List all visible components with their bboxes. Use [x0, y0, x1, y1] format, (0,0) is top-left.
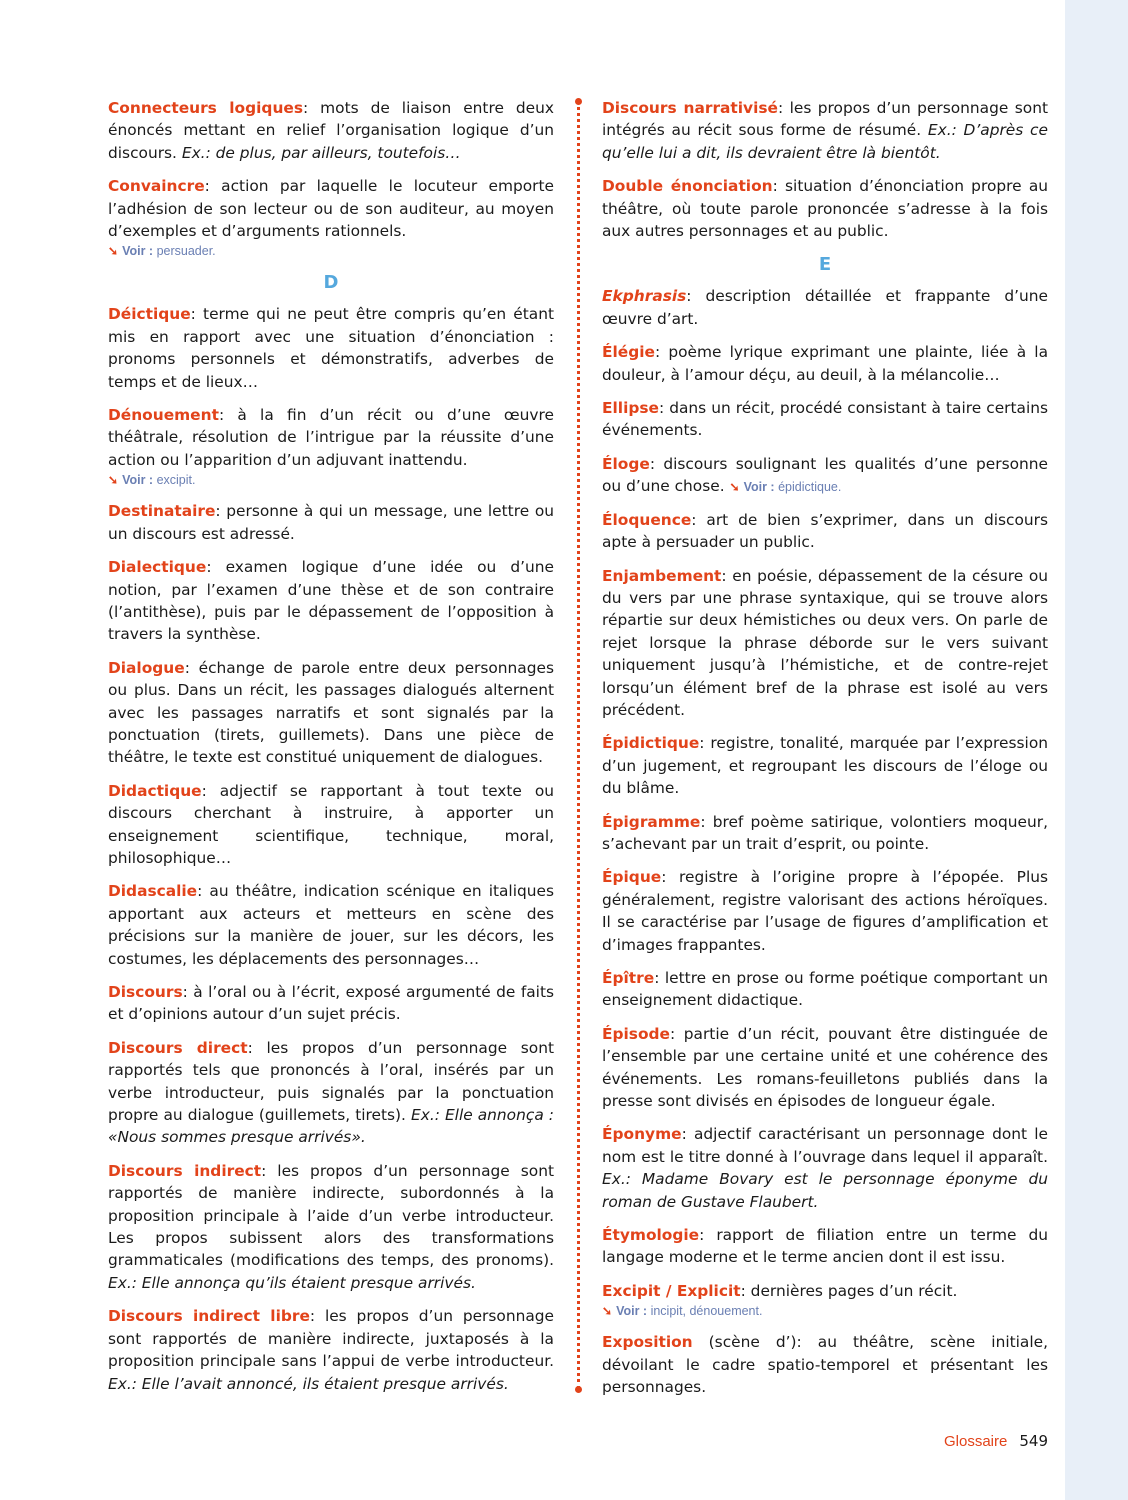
entry-example: Ex.: de plus, par ailleurs, toutefois… [181, 143, 461, 162]
entry-term: Dénouement [108, 406, 219, 425]
entry-term: Discours indirect libre [108, 1307, 310, 1326]
entry-example: Ex.: Elle annonça : «Nous sommes presque arrivés». [108, 1106, 554, 1147]
glossary-entry: Discours narrativisé: les propos d’un personnage sont intégrés au récit sous forme de résumé. Ex.: D’après ce qu’elle lui a dit, ils devraient être là bientôt. [602, 99, 1048, 162]
entry-term: Connecteurs logiques [108, 99, 303, 117]
glossary-entry: Convaincre: action par laquelle le locuteur emporte l’adhésion de son lecteur ou de son auditeur, au moyen d’exemples et d’arguments rationnels. ➘ Voir : persuader. [108, 177, 554, 259]
entry-term: Ellipse [602, 399, 659, 418]
section-letter-e: E [818, 254, 832, 276]
entry-example: Ex.: Madame Bovary est le personnage éponyme du roman de Gustave Flaubert. [602, 1170, 1048, 1211]
entry-term: Éloge [602, 454, 650, 473]
entry-term: Didascalie [108, 882, 198, 901]
glossary-entry: Ellipse: dans un récit, procédé consistant à taire certains événements. [602, 399, 1049, 440]
entry-definition: examen logique d’une idée ou d’une notion, par l’examen d’une thèse et de son contraire (l’antithèse), puis par le dépassement de l’opposition à travers la synthèse. [108, 558, 555, 644]
entry-term: Double énonciation [602, 177, 773, 196]
entry-term: Épître [602, 969, 655, 987]
entry-example: Ex.: D’après ce qu’elle lui a dit, ils devraient être là bientôt. [602, 121, 1048, 162]
entry-term: Dialectique [108, 558, 207, 577]
entry-definition: les propos d’un personnage sont intégrés au récit sous forme de résumé. [602, 99, 1048, 140]
entry-term: Étymologie [602, 1226, 700, 1245]
entry-term: Exposition [602, 1333, 693, 1352]
arrow-icon: ➘ [108, 473, 119, 488]
entry-definition: bref poème satirique, volontiers moqueur, s’achevant par un trait d’esprit, ou pointe. [602, 812, 1048, 853]
entry-term: Épique [602, 868, 662, 887]
entry-term: Épigramme [602, 812, 701, 831]
glossary-entry: Dénouement: à la fin d’un récit ou d’une œuvre théâtrale, résolution de l’intrigue par la réussite d’une action ou l’apparition d’un adjuvant inattendu. ➘ Voir : excipit. [108, 406, 554, 488]
entry-example: Ex.: Elle l’avait annoncé, ils étaient presque arrivés. [108, 1374, 509, 1393]
entry-term: Didactique [108, 781, 202, 800]
entry-definition: adjectif caractérisant un personnage dont le nom est le titre donné à l’ouvrage dans lequel il apparaît. [602, 1125, 1048, 1166]
entry-definition: au théâtre, indication scénique en italiques apportant aux acteurs et metteurs en scène des précisions sur la manière de jouer, sur les décors, les costumes, les déplacements des personnages… [108, 882, 554, 968]
glossary-entry: Exposition (scène d’): au théâtre, scène initiale, dévoilant le cadre spatio-temporel et présentant les personnages. [602, 1333, 1048, 1397]
entry-definition: art de bien s’exprimer, dans un discours apte à persuader un public. [602, 510, 1049, 552]
entry-term: Discours narrativisé [602, 99, 778, 117]
entry-definition: adjectif se rapportant à tout texte ou discours cherchant à instruire, à apporter un enseignement scientifique, technique, moral, philosophique… [108, 781, 554, 867]
glossary-entry: Dialectique: examen logique d’une idée ou d’une notion, par l’examen d’une thèse et de son contraire (l’antithèse), puis par le dépassement de l’opposition à travers la synthèse. [108, 558, 555, 644]
footer-section-title: Glossaire [944, 1433, 1008, 1450]
see-also: ➘ Voir : épidictique. [729, 480, 842, 495]
glossary-entry: Épître: lettre en prose ou forme poétique comportant un enseignement didactique. [602, 969, 1048, 1010]
glossary-entry: Didascalie: au théâtre, indication scénique en italiques apportant aux acteurs et metteurs en scène des précisions sur la manière de jouer, sur les décors, les costumes, les déplacements des personnages… [108, 882, 554, 968]
glossary-entry: Dialogue: échange de parole entre deux personnages ou plus. Dans un récit, les passages dialogués alternent avec les passages narratifs et sont signalés par la ponctuation (tirets, guillemets). Dans une pièce de théâtre, le texte est constitué uniquement de dialogues. [108, 658, 554, 767]
entry-definition: dans un récit, procédé consistant à taire certains événements. [602, 399, 1049, 440]
glossary-entry: Double énonciation: situation d’énonciation propre au théâtre, où toute parole prononcée s’adresse à la fois aux autres personnages et au public. [602, 177, 1049, 241]
entry-term: Ekphrasis [602, 287, 687, 306]
entry-definition: situation d’énonciation propre au théâtre, où toute parole prononcée s’adresse à la fois aux autres personnages et au public. [602, 177, 1049, 241]
glossary-entry: Épidictique: registre, tonalité, marquée par l’expression d’un jugement, et regroupant les discours de l’éloge ou du blâme. [602, 734, 1048, 798]
see-also: ➘ Voir : excipit. [108, 473, 196, 488]
glossary-entry: Discours direct: les propos d’un personnage sont rapportés tels que prononcés à l’oral, insérés par un verbe introducteur, puis signalés par la ponctuation propre au dialogue (guillemets, tirets). Ex.: Elle annonça : «Nous sommes presque arrivés». [108, 1038, 554, 1147]
entry-term: Convaincre [108, 177, 205, 196]
entry-term: Épidictique [602, 734, 700, 753]
see-also: ➘ Voir : incipit, dénouement. [602, 1304, 763, 1319]
entry-definition: action par laquelle le locuteur emporte l’adhésion de son lecteur ou de son auditeur, au moyen d’exemples et d’arguments rationnels. [108, 177, 554, 241]
entry-definition: les propos d’un personnage sont rapportés de manière indirecte, subordonnés à la proposition principale à l’aide d’un verbe introducteur. Les propos subissent alors des transformations grammaticales (modifications des temps, des pronoms). [108, 1161, 554, 1270]
entry-definition: mots de liaison entre deux énoncés mettant en relief l’organisation logique d’un discours. [108, 99, 554, 162]
entry-term: Destinataire [108, 502, 216, 521]
divider-bottom-dot [575, 1386, 582, 1393]
entry-term: Éloquence [602, 510, 692, 529]
see-also-link[interactable]: épidictique. [778, 480, 842, 495]
entry-term: Excipit / Explicit [602, 1281, 741, 1300]
entry-term: Éponyme [602, 1125, 682, 1144]
entry-definition: lettre en prose ou forme poétique comportant un enseignement didactique. [602, 969, 1048, 1010]
glossary-entry: Déictique: terme qui ne peut être compris qu’en étant mis en rapport avec une situation d’énonciation : pronoms personnels et démonstratifs, adverbes de temps et de lieux… [108, 305, 555, 391]
glossary-entry: Étymologie: rapport de filiation entre un terme du langage moderne et le terme ancien dont il est issu. [602, 1226, 1049, 1267]
entry-term: Élégie [602, 343, 655, 362]
arrow-icon: ➘ [602, 1304, 613, 1319]
glossary-entry: Élégie: poème lyrique exprimant une plainte, liée à la douleur, à l’amour déçu, au deuil, à la mélancolie… [602, 343, 1048, 384]
entry-definition: rapport de filiation entre un terme du langage moderne et le terme ancien dont il est issu. [602, 1226, 1049, 1267]
glossary-entry: Épique: registre à l’origine propre à l’épopée. Plus généralement, registre valorisant des actions héroïques. Il se caractérise par l’usage de figures d’amplification et d’images frappantes. [602, 868, 1049, 954]
entry-example: Ex.: Elle annonça qu’ils étaient presque arrivés. [108, 1273, 476, 1292]
entry-term: Déictique [108, 305, 191, 324]
arrow-icon: ➘ [108, 244, 119, 259]
glossary-entry: Éponyme: adjectif caractérisant un personnage dont le nom est le titre donné à l’ouvrage dans lequel il apparaît. Ex.: Madame Bovary est le personnage éponyme du roman de Gustave Flaubert. [602, 1125, 1048, 1211]
entry-term-extra: (scène d’) [708, 1333, 797, 1352]
entry-definition: les propos d’un personnage sont rapportés tels que prononcés à l’oral, insérés par un verbe introducteur, puis signalés par la ponctuation propre au dialogue (guillemets, tirets). [108, 1038, 554, 1125]
entry-definition: poème lyrique exprimant une plainte, liée à la douleur, à l’amour déçu, au deuil, à la mélancolie… [602, 343, 1048, 384]
entry-definition: terme qui ne peut être compris qu’en étant mis en rapport avec une situation d’énonciation : pronoms personnels et démonstratifs, adverbes de temps et de lieux… [108, 305, 555, 391]
glossary-entry: Éloge: discours soulignant les qualités d’une personne ou d’une chose. ➘ Voir : épidictique. [602, 454, 1048, 496]
entry-definition: en poésie, dépassement de la césure ou du vers par une phrase syntaxique, qui se trouve alors répartie sur deux hémistiches ou deux vers. On parle de rejet lorsque la phrase déborde sur le vers suivant uniquement jusqu’à l’hémistiche, et de contre-rejet lorsqu’un élément bref de la phrase est isolé au vers précédent. [602, 566, 1048, 719]
entry-term: Discours [108, 983, 183, 1001]
glossary-entry: Discours indirect libre: les propos d’un personnage sont rapportés de manière indirecte, juxtaposés à la proposition principale sans l’appui de verbe introducteur. Ex.: Elle l’avait annoncé, ils étaient presque arrivés. [108, 1307, 554, 1393]
entry-definition: registre, tonalité, marquée par l’expression d’un jugement, et regroupant les discours de l’éloge ou du blâme. [602, 734, 1048, 798]
entry-definition: personne à qui un message, une lettre ou un discours est adressé. [108, 502, 554, 543]
glossary-entry: Épisode: partie d’un récit, pouvant être distinguée de l’ensemble par une certaine unité et une cohérence des événements. Les romans-feuilletons publiés dans la presse sont divisés en épisodes de longueur égale. [602, 1024, 1048, 1111]
glossary-entry: Discours indirect: les propos d’un personnage sont rapportés de manière indirecte, subordonnés à la proposition principale à l’aide d’un verbe introducteur. Les propos subissent alors des transformations grammaticales (modifications des temps, des pronoms). Ex.: Elle annonça qu’ils étaient presque arrivés. [108, 1161, 554, 1292]
entry-definition: partie d’un récit, pouvant être distinguée de l’ensemble par une certaine unité et une cohérence des événements. Les romans-feuilletons publiés dans la presse sont divisés en épisodes de longueur égale. [602, 1024, 1048, 1111]
entry-definition: registre à l’origine propre à l’épopée. Plus généralement, registre valorisant des actions héroïques. Il se caractérise par l’usage de figures d’amplification et d’images frappantes. [602, 868, 1049, 954]
see-also: ➘ Voir : persuader. [108, 244, 216, 259]
side-strip [1065, 0, 1128, 1500]
entry-definition: dernières pages d’un récit. [750, 1281, 958, 1300]
section-letter-d: D [323, 272, 339, 294]
entry-term: Dialogue [108, 658, 185, 677]
glossary-entry: Discours: à l’oral ou à l’écrit, exposé argumenté de faits et d’opinions autour d’un sujet précis. [108, 983, 555, 1024]
entry-definition: à l’oral ou à l’écrit, exposé argumenté de faits et d’opinions autour d’un sujet précis. [108, 983, 555, 1024]
see-also-link[interactable]: incipit, dénouement. [650, 1304, 763, 1319]
divider-top-dot [575, 98, 582, 105]
glossary-entry: Excipit / Explicit: dernières pages d’un récit. ➘ Voir : incipit, dénouement. [602, 1280, 1048, 1320]
entry-definition: discours soulignant les qualités d’une personne ou d’une chose. [602, 454, 1048, 496]
entry-term: Enjambement [602, 566, 722, 585]
left-column [108, 97, 554, 1406]
entry-term: Épisode [602, 1024, 670, 1043]
entry-term: Discours direct [108, 1038, 248, 1057]
entry-definition: à la fin d’un récit ou d’une œuvre théâtrale, résolution de l’intrigue par la réussite d’une action ou l’apparition d’un adjuvant inattendu. [108, 406, 554, 469]
see-also-link[interactable]: excipit. [156, 473, 196, 488]
glossary-entry: Ekphrasis: description détaillée et frappante d’une œuvre d’art. [602, 287, 1048, 328]
glossary-entry: Connecteurs logiques: mots de liaison entre deux énoncés mettant en relief l’organisation logique d’un discours. Ex.: de plus, par ailleurs, toutefois… [108, 99, 554, 162]
see-also-link[interactable]: persuader. [156, 244, 216, 259]
glossary-entry: Didactique: adjectif se rapportant à tout texte ou discours cherchant à instruire, à apporter un enseignement scientifique, technique, moral, philosophique… [108, 781, 554, 867]
column-divider [577, 100, 580, 1390]
page-number: 549 [1019, 1432, 1048, 1450]
arrow-icon: ➘ [729, 480, 740, 495]
glossary-entry: Épigramme: bref poème satirique, volontiers moqueur, s’achevant par un trait d’esprit, ou pointe. [602, 812, 1048, 853]
glossary-entry: Éloquence: art de bien s’exprimer, dans un discours apte à persuader un public. [602, 510, 1049, 552]
entry-definition: échange de parole entre deux personnages ou plus. Dans un récit, les passages dialogués alternent avec les passages narratifs et sont signalés par la ponctuation (tirets, guillemets). Dans une pièce de théâtre, le texte est constitué uniquement de dialogues. [108, 658, 554, 767]
entry-definition: au théâtre, scène initiale, dévoilant le cadre spatio-temporel et présentant les personnages. [602, 1333, 1048, 1397]
entry-definition: les propos d’un personnage sont rapportés de manière indirecte, juxtaposés à la proposition principale sans l’appui de verbe introducteur. [108, 1307, 554, 1371]
glossary-entry: Destinataire: personne à qui un message, une lettre ou un discours est adressé. [108, 502, 554, 543]
right-column [602, 97, 1048, 1410]
entry-definition: description détaillée et frappante d’une œuvre d’art. [602, 287, 1048, 328]
page-footer [944, 1431, 1048, 1452]
entry-term: Discours indirect [108, 1161, 262, 1180]
glossary-entry: Enjambement: en poésie, dépassement de la césure ou du vers par une phrase syntaxique, qui se trouve alors répartie sur deux hémistiches ou deux vers. On parle de rejet lorsque la phrase déborde sur le vers suivant uniquement jusqu’à l’hémistiche, et de contre-rejet lorsqu’un élément bref de la phrase est isolé au vers précédent. [602, 566, 1048, 719]
